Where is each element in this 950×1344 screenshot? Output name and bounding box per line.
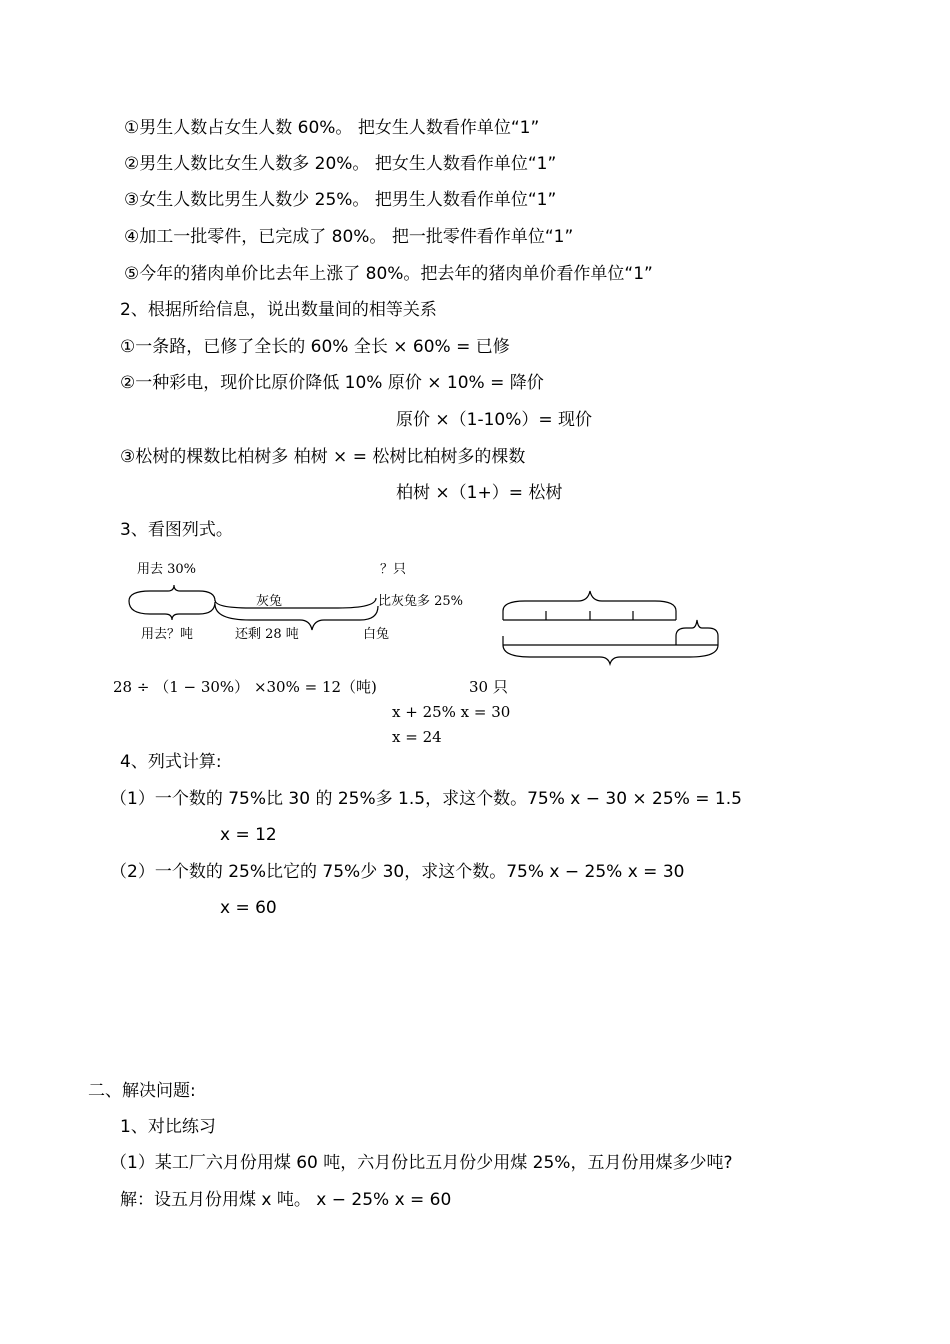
part2-q1-problem: （1）某工厂六月份用煤 60 吨，六月份比五月份少用煤 25%，五月份用煤多少吨? bbox=[110, 1153, 733, 1173]
q2-line-3: 原价 ×（1-10%）= 现价 bbox=[396, 410, 593, 430]
q4-line-3: （2）一个数的 25%比它的 75%少 30，求这个数。75% x − 25% x = 30 bbox=[110, 862, 685, 882]
brace-right-extra bbox=[676, 620, 718, 645]
q2-line-4: ③松树的棵数比柏树多 柏树 × = 松树比柏树多的棵数 bbox=[120, 447, 526, 467]
rabbit-total-label: ？只 bbox=[380, 562, 407, 577]
unit-line-1: ①男生人数占女生人数 60%。 把女生人数看作单位“1” bbox=[124, 118, 540, 138]
diag-rest-label: 还剩 28 吨 bbox=[235, 627, 299, 642]
unit-line-4: ④加工一批零件，已完成了 80%。 把一批零件看作单位“1” bbox=[124, 227, 574, 247]
rabbit-given: 30 只 bbox=[469, 678, 508, 696]
part2-heading: 二、解决问题: bbox=[88, 1081, 196, 1101]
rabbit-eq-1: x + 25% x = 30 bbox=[392, 703, 511, 721]
diag-left-equation: 28 ÷ （1 − 30%） ×30% = 12（吨) bbox=[113, 678, 377, 696]
unit-line-3: ③女生人数比男生人数少 25%。 把男生人数看作单位“1” bbox=[124, 190, 557, 210]
q4-line-1: （1）一个数的 75%比 30 的 25%多 1.5，求这个数。75% x − 30 × 25% = 1.5 bbox=[110, 789, 742, 809]
diag-top-label: 用去 30% bbox=[137, 562, 197, 577]
brace-gray bbox=[215, 598, 376, 608]
q4-line-4: x = 60 bbox=[220, 898, 277, 918]
q2-title: 2、根据所给信息，说出数量间的相等关系 bbox=[120, 300, 437, 320]
q2-line-1: ①一条路，已修了全长的 60% 全长 × 60% = 已修 bbox=[120, 337, 510, 357]
q2-line-2: ②一种彩电，现价比原价降低 10% 原价 × 10% = 降价 bbox=[120, 373, 544, 393]
brace-used-top bbox=[129, 585, 215, 601]
brace-used-bottom bbox=[129, 601, 215, 620]
rabbit-white-label: 白兔 bbox=[363, 627, 390, 642]
q2-line-5: 柏树 ×（1+）= 松树 bbox=[396, 483, 563, 503]
rabbit-more-label: 比灰兔多 25% bbox=[378, 594, 464, 609]
part2-q1-title: 1、对比练习 bbox=[120, 1117, 216, 1137]
unit-line-5: ⑤今年的猪肉单价比去年上涨了 80%。把去年的猪肉单价看作单位“1” bbox=[124, 264, 653, 284]
rabbit-eq-2: x = 24 bbox=[392, 728, 442, 746]
brace-right-bottom bbox=[503, 636, 718, 664]
part2-q1-solution: 解：设五月份用煤 x 吨。 x − 25% x = 60 bbox=[120, 1190, 452, 1210]
diag-used-label: 用去？吨 bbox=[141, 627, 194, 642]
rabbit-gray-label: 灰兔 bbox=[256, 594, 283, 609]
q3-title: 3、看图列式。 bbox=[120, 520, 233, 540]
unit-line-2: ②男生人数比女生人数多 20%。 把女生人数看作单位“1” bbox=[124, 154, 557, 174]
q4-line-2: x = 12 bbox=[220, 825, 277, 845]
q4-title: 4、列式计算: bbox=[120, 752, 222, 772]
